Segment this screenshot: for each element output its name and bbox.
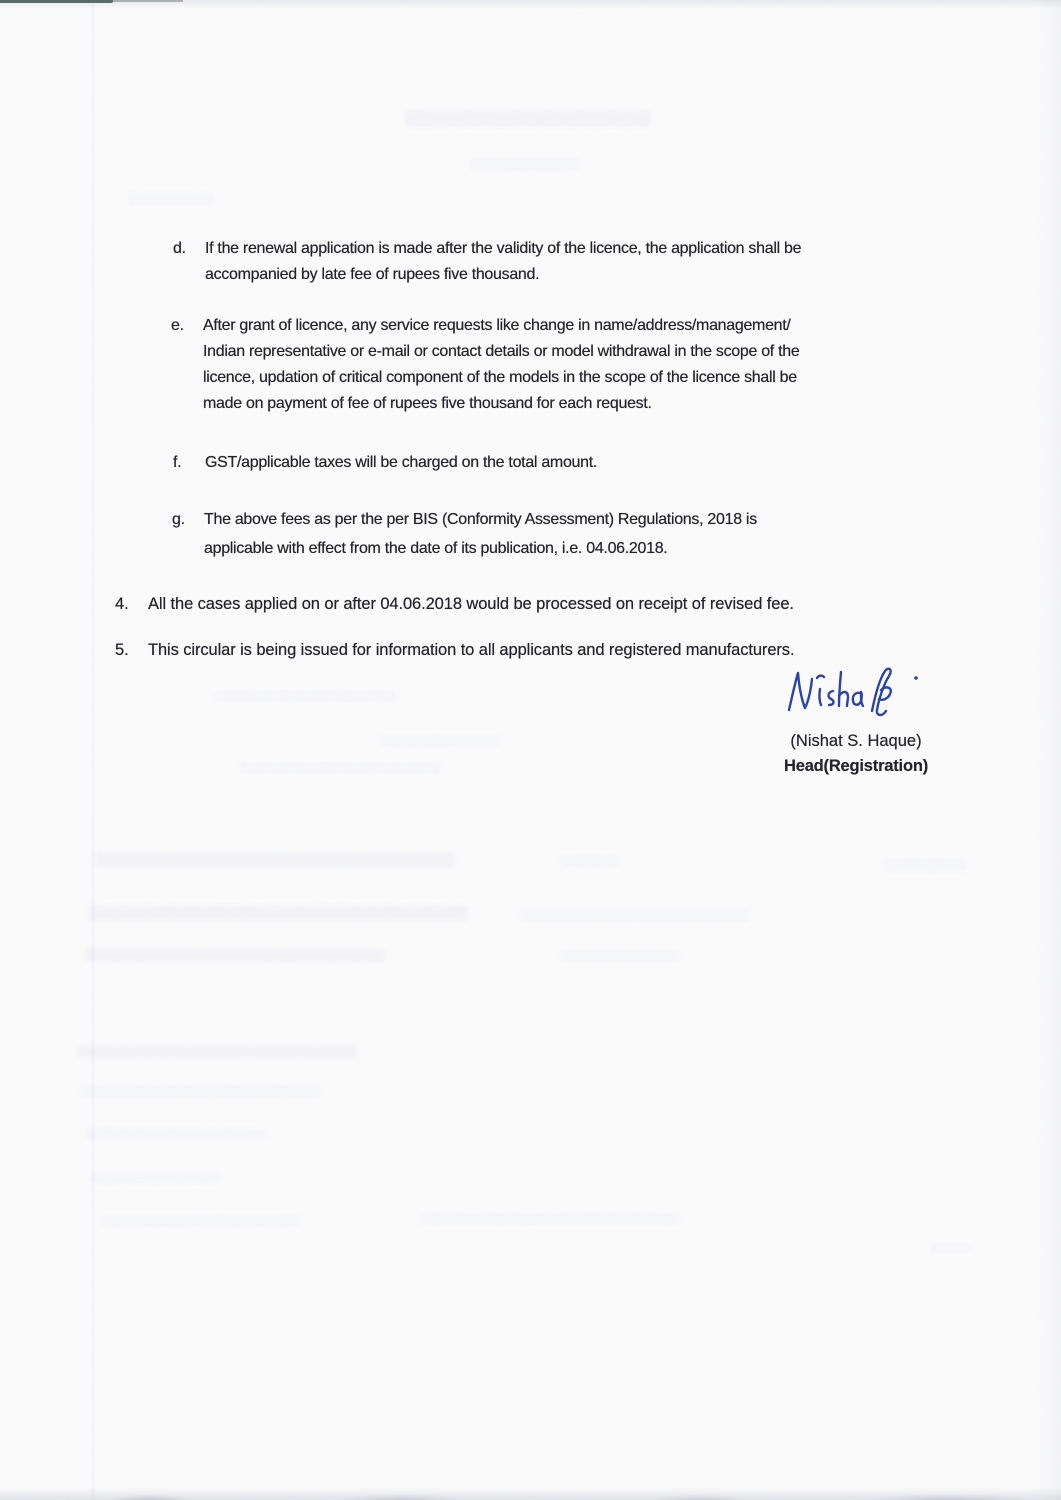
list-item-text (205, 236, 801, 288)
list-item-text (204, 505, 757, 563)
list-item-marker: f. (173, 454, 182, 471)
list-item-marker: g. (172, 511, 185, 528)
list-item-text (148, 637, 794, 663)
text-line: If the renewal application is made after the validity of the licence, the application shall be (205, 240, 802, 257)
text-line: After grant of licence, any service requests like change in name/address/management/ (203, 317, 791, 334)
list-item-marker: 4. (115, 595, 129, 613)
text-line: licence, updation of critical component of the models in the scope of the licence shall be (203, 369, 797, 386)
list-item-text (205, 450, 597, 476)
list-item-marker: d. (173, 240, 186, 257)
text-line: made on payment of fee of rupees five thousand for each request. (203, 395, 652, 412)
signer-title: Head(Registration) (784, 757, 928, 775)
text-line: Indian representative or e-mail or contact details or model withdrawal in the scope of the (203, 343, 800, 360)
signer-name: (Nishat S. Haque) (790, 732, 922, 750)
list-item-text (203, 313, 799, 417)
text-line: GST/applicable taxes will be charged on the total amount. (205, 454, 598, 471)
handwritten-signature-icon (784, 664, 936, 722)
text-line: All the cases applied on or after 04.06.2018 would be processed on receipt of revised fee. (148, 595, 794, 613)
text-line: This circular is being issued for information to all applicants and registered manufacturers. (148, 641, 795, 659)
list-item-text (148, 591, 794, 617)
text-line: accompanied by late fee of rupees five thousand. (205, 266, 540, 283)
text-line: applicable with effect from the date of its publication, i.e. 04.06.2018. (204, 540, 668, 557)
signature-block (700, 664, 1012, 779)
list-item-marker: 5. (115, 641, 129, 659)
text-line: The above fees as per the per BIS (Conformity Assessment) Regulations, 2018 is (204, 511, 757, 528)
list-item-marker: e. (171, 317, 184, 334)
